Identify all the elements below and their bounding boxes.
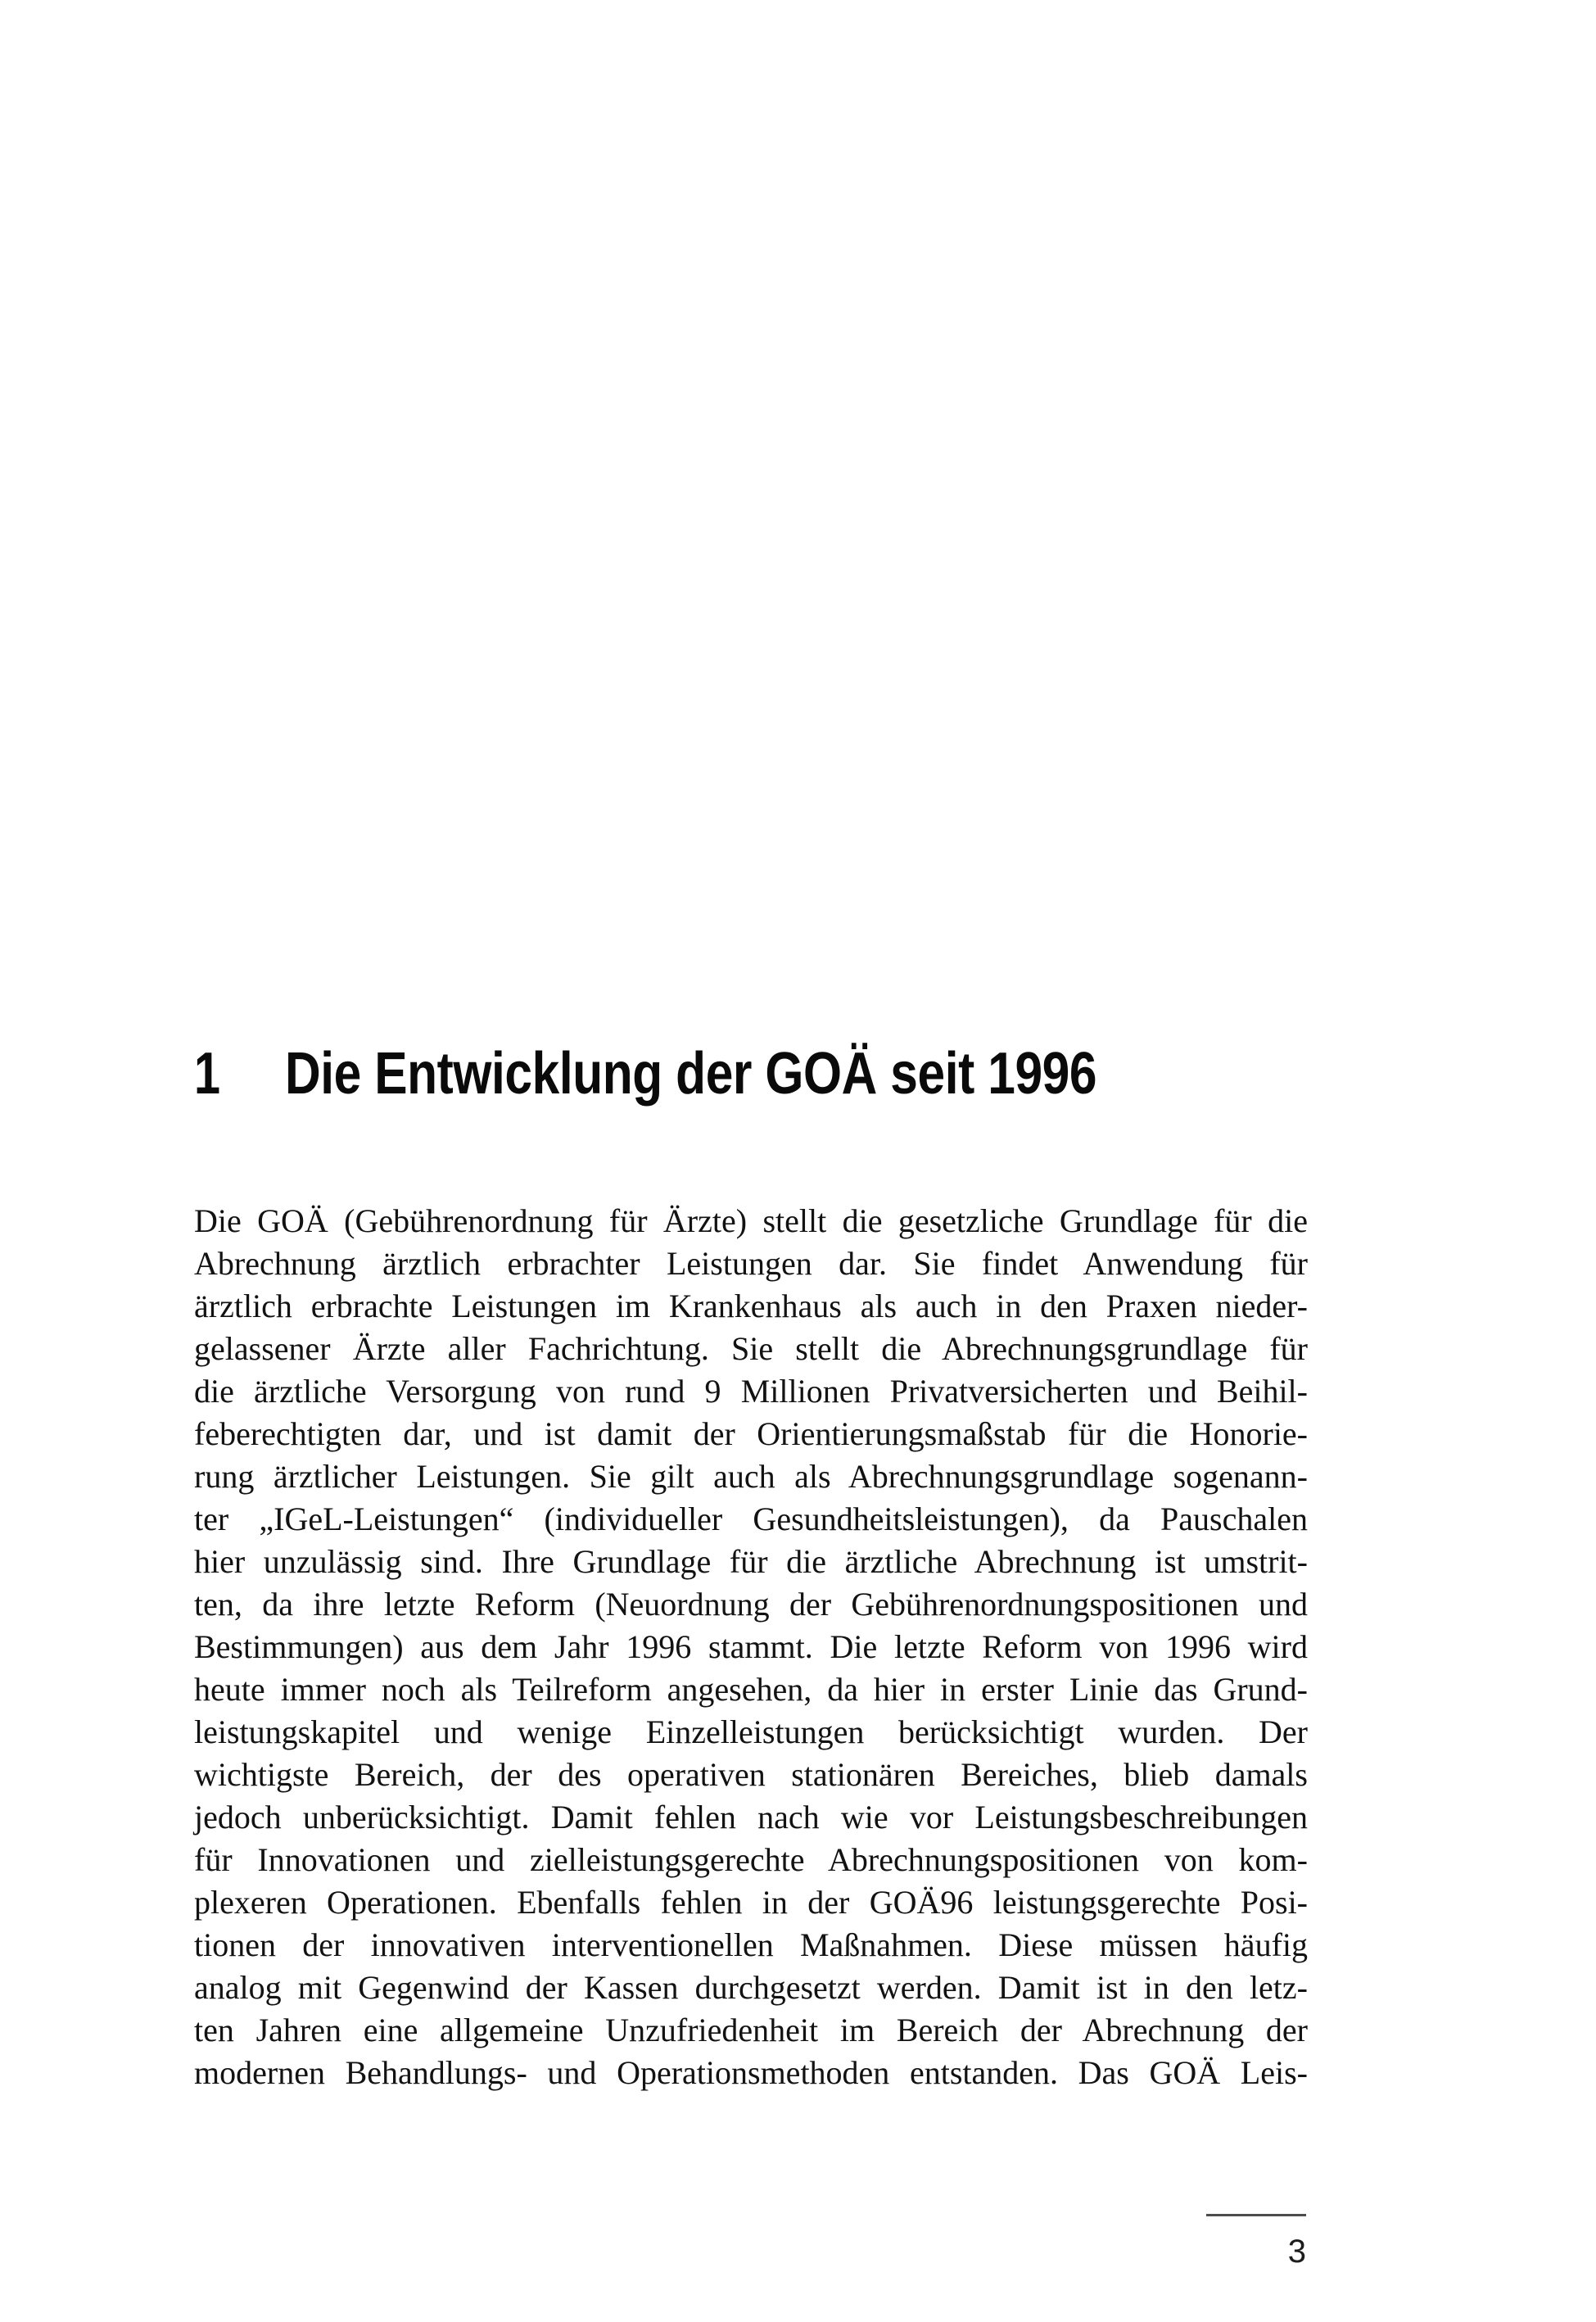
paragraph-line: tionen der innovativen interventionellen Maßnahmen. Diese müssen häufig [194,1926,1308,1963]
paragraph-line: die ärztliche Versorgung von rund 9 Millionen Privatversicherten und Beihil- [194,1373,1308,1410]
paragraph-line: ten, da ihre letzte Reform (Neuordnung der Gebührenordnungspositionen und [194,1586,1308,1623]
paragraph-line: analog mit Gegenwind der Kassen durchgesetzt werden. Damit ist in den letz- [194,1969,1308,2006]
paragraph-line: Bestimmungen) aus dem Jahr 1996 stammt. Die letzte Reform von 1996 wird [194,1628,1308,1665]
body-paragraph [194,1200,1308,2094]
footer-rule [1206,2214,1306,2216]
paragraph-line: rung ärztlicher Leistungen. Sie gilt auch als Abrechnungsgrundlage sogenann- [194,1458,1308,1495]
paragraph-line: plexeren Operationen. Ebenfalls fehlen in der GOÄ96 leistungsgerechte Posi- [194,1884,1308,1921]
paragraph-line: heute immer noch als Teilreform angesehen, da hier in erster Linie das Grund- [194,1671,1308,1708]
paragraph-line: Die GOÄ (Gebührenordnung für Ärzte) stellt die gesetzliche Grundlage für die [194,1202,1308,1239]
paragraph-line: gelassener Ärzte aller Fachrichtung. Sie stellt die Abrechnungsgrundlage für [194,1330,1308,1367]
paragraph-line: für Innovationen und zielleistungsgerechte Abrechnungspositionen von kom- [194,1841,1308,1878]
paragraph-line: ärztlich erbrachte Leistungen im Krankenhaus als auch in den Praxen nieder- [194,1288,1308,1324]
paragraph-line: wichtigste Bereich, der des operativen stationären Bereiches, blieb damals [194,1756,1308,1793]
page-number: 3 [1287,2234,1306,2270]
paragraph-line: leistungskapitel und wenige Einzelleistungen berücksichtigt wurden. Der [194,1713,1308,1750]
paragraph-line: feberechtigten dar, und ist damit der Orientierungsmaßstab für die Honorie- [194,1415,1308,1452]
chapter-heading [194,1041,1251,1107]
chapter-title: Die Entwicklung der GOÄ seit 1996 [285,1041,1097,1107]
paragraph-line: hier unzulässig sind. Ihre Grundlage für die ärztliche Abrechnung ist umstrit- [194,1543,1308,1580]
chapter-number: 1 [194,1041,221,1107]
paragraph-line: Abrechnung ärztlich erbrachter Leistungen dar. Sie findet Anwendung für [194,1245,1308,1282]
paragraph-line: jedoch unberücksichtigt. Damit fehlen nach wie vor Leistungsbeschreibungen [194,1799,1308,1835]
paragraph-line: ter „IGeL-Leistungen“ (individueller Gesundheitsleistungen), da Pauschalen [194,1500,1308,1537]
paragraph-line: ten Jahren eine allgemeine Unzufriedenheit im Bereich der Abrechnung der [194,2012,1308,2048]
paragraph-line: modernen Behandlungs- und Operationsmethoden entstanden. Das GOÄ Leis- [194,2054,1308,2091]
